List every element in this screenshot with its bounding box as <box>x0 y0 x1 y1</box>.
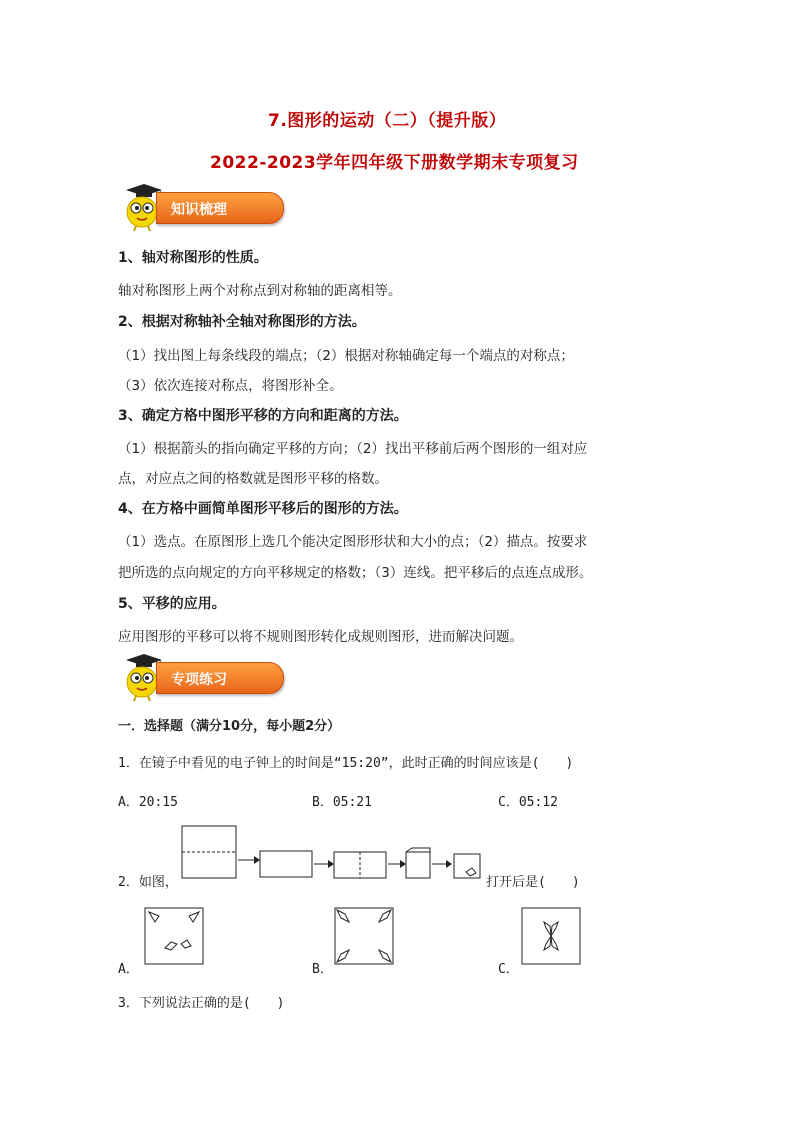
knowledge-heading-4: 4、在方格中画简单图形平移后的图形的方法。 <box>118 501 408 517</box>
knowledge-line: （1）根据箭头的指向确定平移的方向；（2）找出平移前后两个图形的一组对应 <box>118 441 588 457</box>
option-c-figure <box>522 908 582 966</box>
knowledge-line: 轴对称图形上两个对称点到对称轴的距离相等。 <box>118 283 402 299</box>
question-1-option-c[interactable]: C．05:12 <box>498 795 558 810</box>
page-title: 7.图形的运动（二）（提升版） <box>268 111 507 131</box>
part-title: 一．选择题（满分10分，每小题2分） <box>118 719 341 734</box>
knowledge-line: 点，对应点之间的格数就是图形平移的格数。 <box>118 471 388 487</box>
question-2-prefix: 2．如图， <box>118 875 178 890</box>
paper-folding-diagram <box>182 826 492 886</box>
page-subtitle: 2022-2023学年四年级下册数学期末专项复习 <box>210 153 579 173</box>
knowledge-line: （3）依次连接对称点，将图形补全。 <box>118 378 343 394</box>
knowledge-line: 应用图形的平移可以将不规则图形转化成规则图形，进而解决问题。 <box>118 629 523 645</box>
question-2-option-b[interactable]: B． <box>312 962 333 977</box>
banner-label-box <box>156 662 284 694</box>
knowledge-heading-2: 2、根据对称轴补全轴对称图形的方法。 <box>118 314 366 330</box>
banner-label: 知识梳理 <box>171 202 227 218</box>
question-1-option-b[interactable]: B．05:21 <box>312 795 372 810</box>
banner-label-box <box>156 192 284 224</box>
question-1: 1．在镜子中看见的电子钟上的时间是“15:20”，此时正确的时间应该是( ) <box>118 756 574 771</box>
question-3: 3．下列说法正确的是( ) <box>118 996 285 1011</box>
option-b-figure <box>335 908 395 966</box>
knowledge-heading-5: 5、平移的应用。 <box>118 596 226 612</box>
question-2-suffix: 打开后是( ) <box>486 875 580 890</box>
question-2-option-a[interactable]: A． <box>118 962 139 977</box>
banner-label: 专项练习 <box>171 672 227 688</box>
knowledge-line: 把所选的点向规定的方向平移规定的格数；（3）连线。把平移后的点连点成形。 <box>118 565 593 581</box>
question-2-option-c[interactable]: C． <box>498 962 519 977</box>
option-a-figure <box>145 908 205 966</box>
question-1-option-a[interactable]: A．20:15 <box>118 795 178 810</box>
knowledge-line: （1）找出图上每条线段的端点；（2）根据对称轴确定每一个端点的对称点； <box>118 348 574 364</box>
section-banner-knowledge <box>120 186 290 222</box>
knowledge-line: （1）选点。在原图形上选几个能决定图形形状和大小的点；（2）描点。按要求 <box>118 534 588 550</box>
section-banner-practice <box>120 656 290 692</box>
knowledge-heading-3: 3、确定方格中图形平移的方向和距离的方法。 <box>118 408 408 424</box>
knowledge-heading-1: 1、轴对称图形的性质。 <box>118 250 268 266</box>
